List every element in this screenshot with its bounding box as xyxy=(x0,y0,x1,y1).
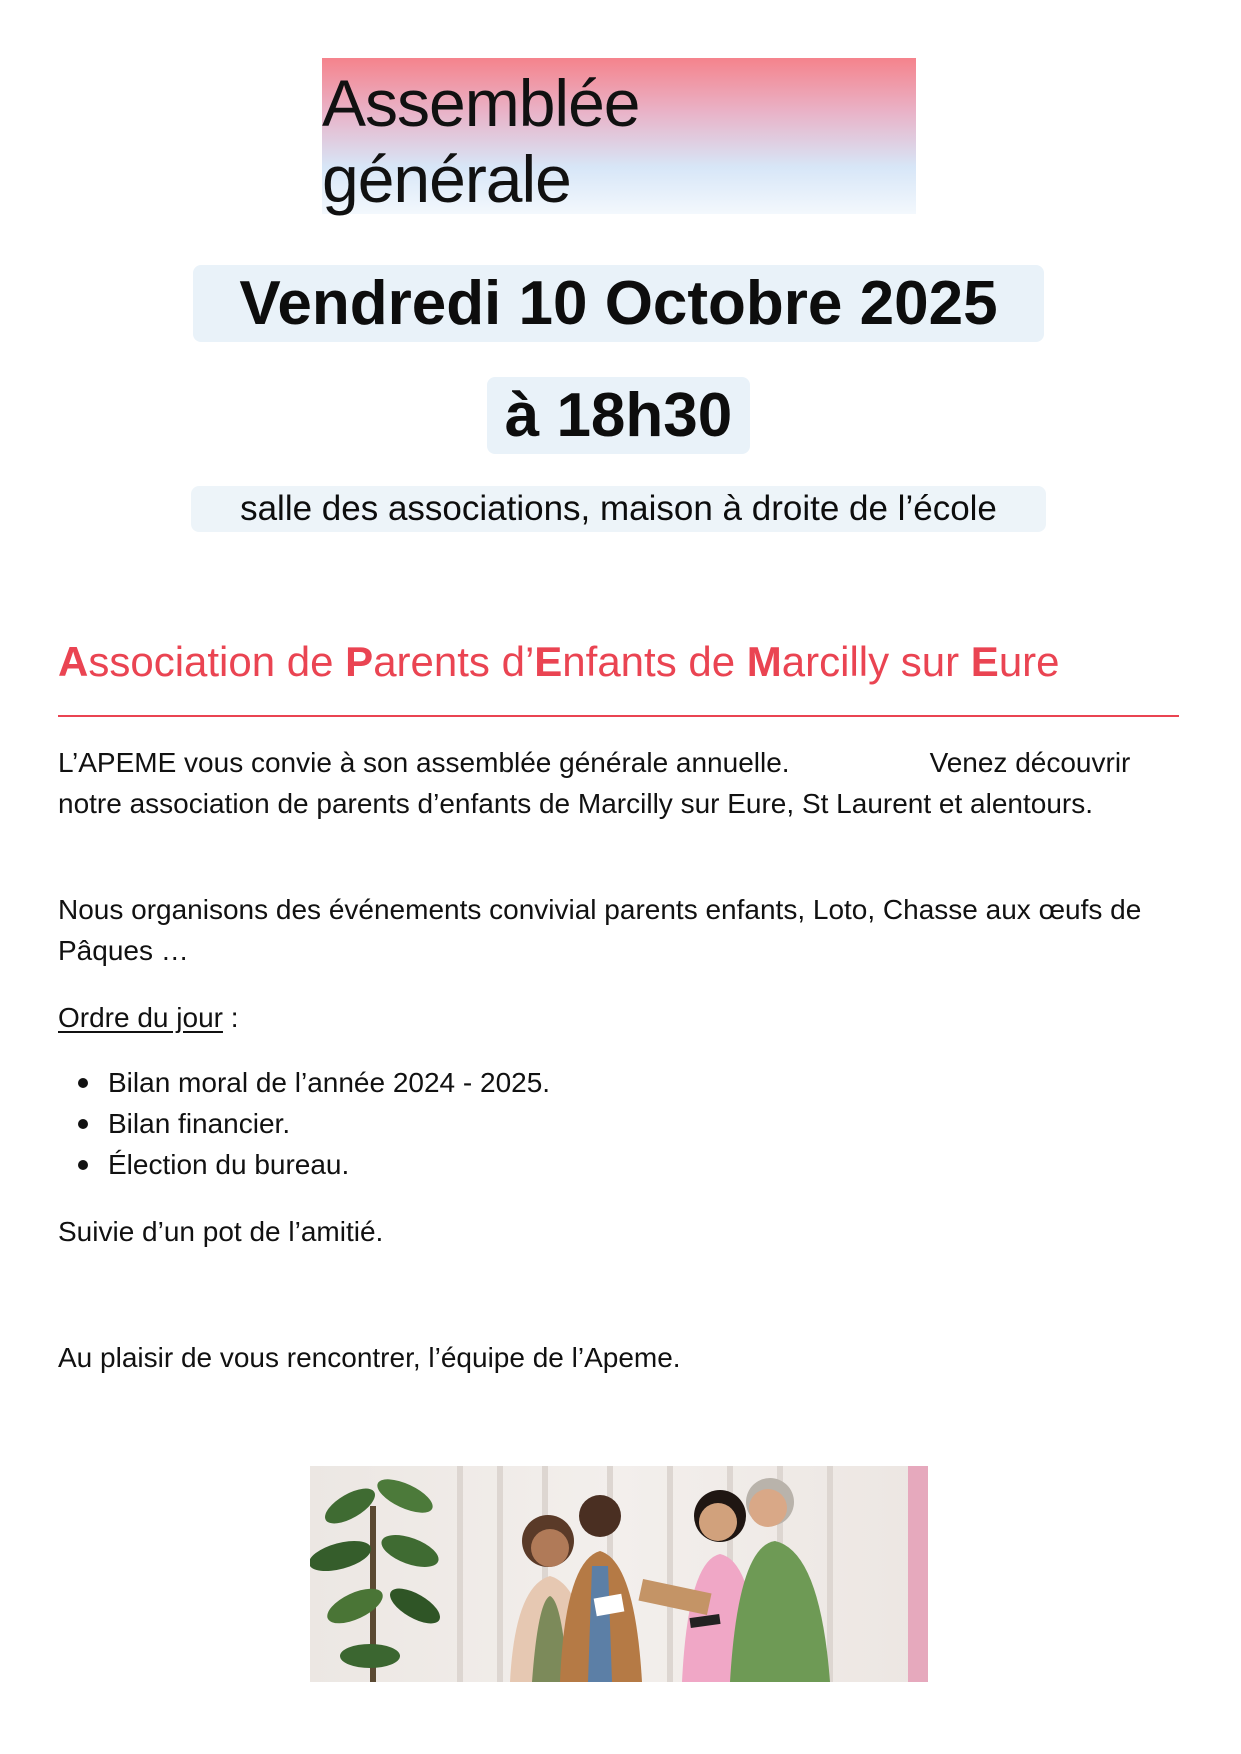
association-name: Association de Parents d’Enfants de Marcilly sur Eure xyxy=(58,638,1060,685)
events-paragraph: Nous organisons des événements convivial parents enfants, Loto, Chasse aux œufs de Pâques … xyxy=(58,894,1142,966)
event-time: à 18h30 xyxy=(487,377,750,454)
followup-text: Suivie d’un pot de l’amitié. xyxy=(58,1216,384,1247)
intro-paragraph: L’APEME vous convie à son assemblée générale annuelle. Venez découvrir notre association de parents d’enfants de Marcilly sur Eure, St Laurent et alentours. xyxy=(58,747,1131,819)
event-place: salle des associations, maison à droite de l’école xyxy=(191,486,1046,532)
closing-text: Au plaisir de vous rencontrer, l’équipe de l’Apeme. xyxy=(58,1342,681,1373)
agenda-list xyxy=(58,1062,550,1185)
list-item: Bilan financier. xyxy=(58,1103,550,1144)
page-title: Assemblée générale xyxy=(322,66,640,216)
title-banner xyxy=(322,58,916,214)
agenda-heading: Ordre du jour : xyxy=(58,1002,239,1033)
section-divider xyxy=(58,715,1179,717)
plant-image xyxy=(310,1472,445,1682)
event-date: Vendredi 10 Octobre 2025 xyxy=(193,265,1044,342)
list-item: Bilan moral de l’année 2024 - 2025. xyxy=(58,1062,550,1103)
list-item: Élection du bureau. xyxy=(58,1144,550,1185)
person-figure xyxy=(560,1495,642,1682)
group-photo xyxy=(310,1466,928,1682)
